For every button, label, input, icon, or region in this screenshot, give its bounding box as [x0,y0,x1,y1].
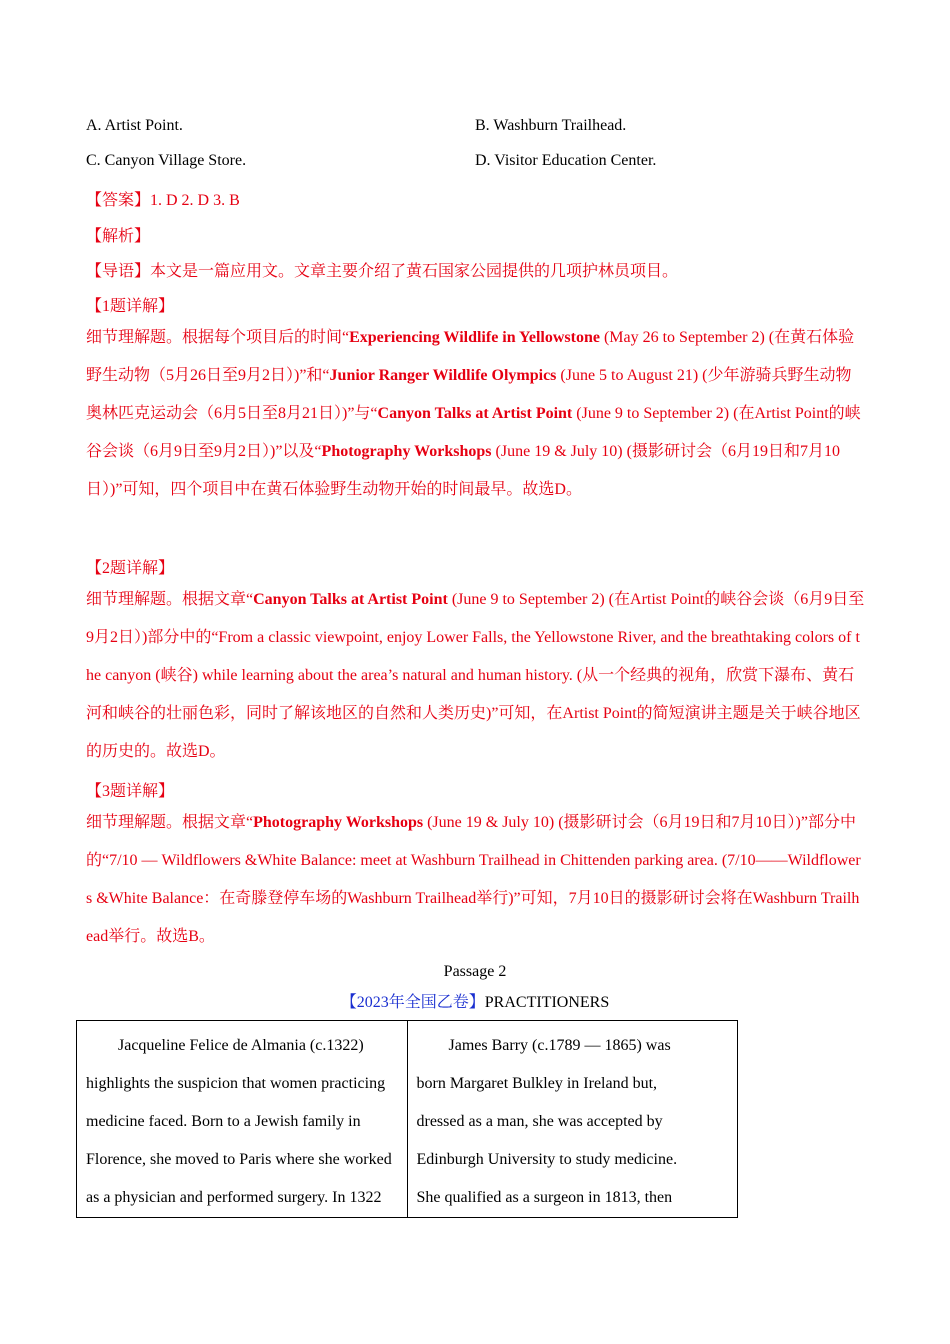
option-d: D. Visitor Education Center. [475,152,657,169]
option-a: A. Artist Point. [86,117,183,134]
option-c: C. Canyon Village Store. [86,152,247,169]
q3-heading: 【3题详解】 [86,783,175,800]
q1-explanation: 细节理解题。根据每个项目后的时间“Experiencing Wildlife in Yellowstone (May 26 to September 2) (在黄石体验野生动物（5月26日至9月2日）)”和“Junior Ranger Wildlife Olympics (June 5 to August 21) (少年游骑兵野生动物奥林匹克运动会（6月5日至8月21日）)”与“Canyon Talks at Artist Point (June 9 to September 2) (在Artist Point的峡谷会谈（6月9日至9月2日）)”以及“Photography Workshops (June 19 & July 10) (摄影研讨会（6月19日和7月10日）)”可知，四个项目中在黄石体验野生动物开始的时间最早。故选D。 [86,329,861,498]
practitioners-table [76,1020,738,1218]
right-line-4: Edinburgh University to study medicine. [416,1151,678,1168]
right-line-1: James Barry (c.1789 — 1865) was [448,1037,671,1054]
option-b: B. Washburn Trailhead. [475,117,627,134]
analysis-label: 【解析】 [86,228,151,245]
left-line-1: Jacqueline Felice de Almania (c.1322) [118,1037,364,1054]
left-line-5: as a physician and performed surgery. In 1322 [86,1189,382,1206]
q1-heading: 【1题详解】 [86,298,175,315]
passage-title: Passage 2 [443,963,507,980]
answer-line: 【答案】1. D 2. D 3. B [86,192,240,209]
guide-text: 【导语】本文是一篇应用文。文章主要介绍了黄石国家公园提供的几项护林员项目。 [86,263,679,280]
right-line-5: She qualified as a surgeon in 1813, then [416,1189,673,1206]
left-line-2: highlights the suspicion that women practicing [86,1075,386,1092]
q3-explanation: 细节理解题。根据文章“Photography Workshops (June 19 & July 10) (摄影研讨会（6月19日和7月10日）)”部分中的“7/10 — Wildflowers &White Balance: meet at Washburn Trailhead in Chittenden parking area. (7/10——Wildflowers &White Balance：在奇滕登停车场的Washburn Trailhead举行)”可知，7月10日的摄影研讨会将在Washburn Trailhead举行。故选B。 [86,814,861,945]
right-line-2: born Margaret Bulkley in Ireland but, [416,1075,658,1092]
passage-source: 【2023年全国乙卷】 [340,994,485,1011]
right-column [407,1021,738,1218]
right-line-3: dressed as a man, she was accepted by [416,1113,663,1130]
q2-heading: 【2题详解】 [86,560,175,577]
passage-heading-text: PRACTITIONERS [484,994,610,1011]
left-line-4: Florence, she moved to Paris where she worked [86,1151,392,1168]
passage-heading [0,989,950,1012]
q2-explanation: 细节理解题。根据文章“Canyon Talks at Artist Point (June 9 to September 2) (在Artist Point的峡谷会谈（6月9日至9月2日）)部分中的“From a classic viewpoint, enjoy Lower Falls, the Yellowstone River, and the breathtaking colors of the canyon (峡谷) while learning about the area’s natural and human history. (从一个经典的视角，欣赏下瀑布、黄石河和峡谷的壮丽色彩，同时了解该地区的自然和人类历史)”可知，在Artist Point的简短演讲主题是关于峡谷地区的历史的。故选D。 [86,591,865,760]
left-line-3: medicine faced. Born to a Jewish family in [86,1113,361,1130]
left-column [77,1021,408,1218]
